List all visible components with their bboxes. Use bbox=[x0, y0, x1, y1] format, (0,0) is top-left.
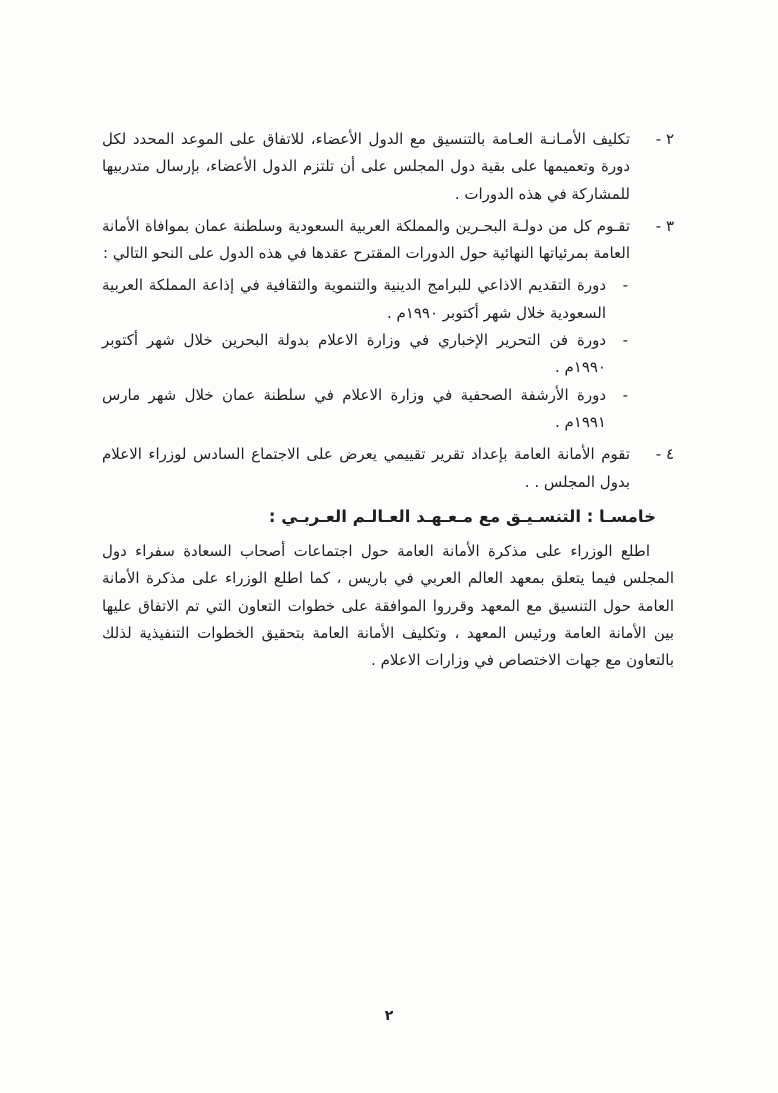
numbered-item-2 bbox=[102, 126, 674, 208]
item-text: تقوم الأمانة العامة بإعداد تقرير تقييمي يعرض على الاجتماع السادس لوزراء الاعلام بدول المجلس . . bbox=[102, 445, 630, 491]
section-paragraph: اطلع الوزراء على مذكرة الأمانة العامة حول اجتماعات أصحاب السعادة سفراء دول المجلس فيما يتعلق بمعهد العالم العربي في باريس ، كما اطلع الوزراء على مذكرة الأمانة العامة حول التنسيق مع المعهد وقرروا الموافقة على خطوات التعاون التي تم الاتفاق عليها بين الأمانة العامة ورئيس المعهد ، وتكليف الأمانة العامة بتحقيق الخطوات التنفيذية لذلك بالتعاون مع جهات الاختصاص في وزارات الاعلام . bbox=[102, 541, 674, 670]
sub-item-course-radio-presentation bbox=[102, 272, 628, 327]
sub-item-course-news-editing bbox=[102, 327, 628, 382]
section-heading: خامسـا : التنسـيـق مع مـعـهـد العـالـم العـربـي : bbox=[268, 506, 656, 526]
numbered-item-4 bbox=[102, 441, 674, 496]
sub-item-text: دورة التقديم الاذاعي للبرامج الدينية والتنموية والثقافية في إذاعة المملكة العربية السعودية خلال شهر أكتوبر ١٩٩٠م . bbox=[102, 276, 606, 322]
dash-bullet: - bbox=[622, 385, 628, 404]
numbered-item-3 bbox=[102, 213, 674, 268]
item-number: ٣ - bbox=[655, 216, 674, 235]
page-number: ٢ bbox=[384, 1008, 394, 1024]
item-number: ٢ - bbox=[655, 130, 674, 148]
dash-bullet: - bbox=[622, 331, 628, 350]
sub-item-text: دورة فن التحرير الإخباري في وزارة الاعلام بدولة البحرين خلال شهر أكتوبر ١٩٩٠م . bbox=[102, 331, 606, 377]
item-number: ٤ - bbox=[655, 445, 674, 464]
sub-item-list bbox=[102, 272, 628, 436]
sub-item-course-press-archiving bbox=[102, 382, 628, 437]
dash-bullet: - bbox=[622, 276, 628, 295]
document-body bbox=[102, 126, 674, 674]
sub-item-text: دورة الأرشفة الصحفية في وزارة الاعلام في سلطنة عمان خلال شهر مارس ١٩٩١م . bbox=[102, 385, 606, 431]
item-text: تقـوم كل من دولـة البحـرين والمملكة العربية السعودية وسلطنة عمان بموافاة الأمانة العامة بمرئياتها النهائية حول الدورات المقترح عقدها في هذه الدول على النحو التالي : bbox=[102, 216, 630, 263]
item-text: تكليف الأمـانـة العـامة بالتنسيق مع الدول الأعضاء، للاتفاق على الموعد المحدد لكل دورة وتعميمها على بقية دول المجلس على أن تلتزم الدول الأعضاء، بإرسال متدربيها للمشاركة في هذه الدورات . bbox=[102, 130, 630, 203]
